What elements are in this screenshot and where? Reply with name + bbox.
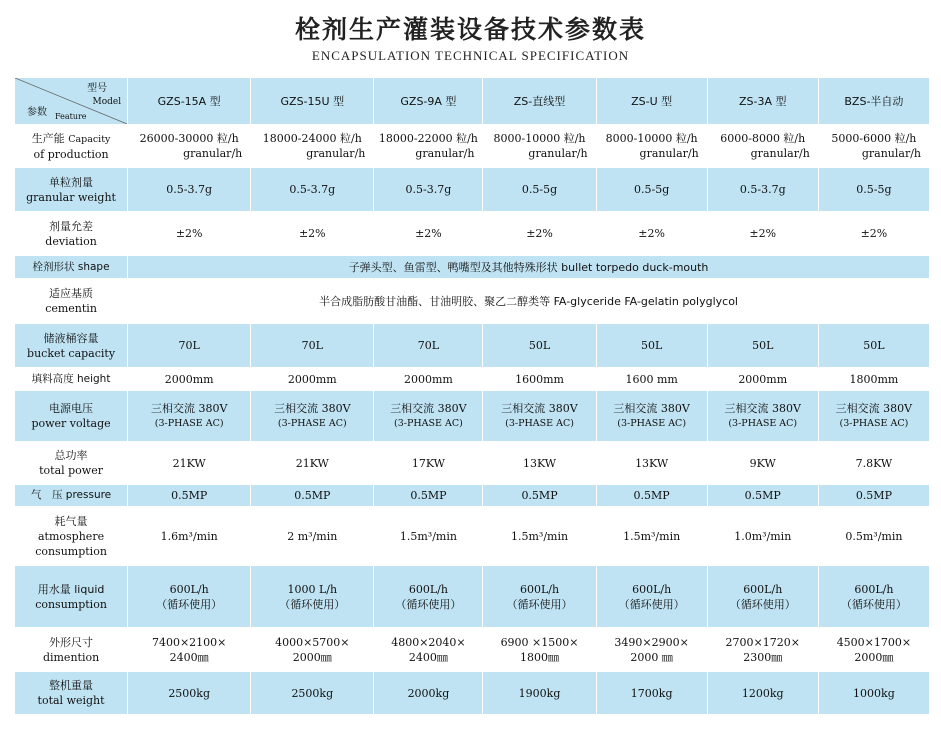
value-cell: 0.5MP <box>708 485 818 506</box>
liquid-value: 600L/h <box>854 582 894 596</box>
voltage-phase: (3-PHASE AC) <box>617 418 687 429</box>
label-power-voltage <box>15 391 127 441</box>
label-bucket-en: bucket capacity <box>27 346 116 360</box>
value-cell: 70L <box>374 324 482 367</box>
dimension-height: 2400㎜ <box>408 650 448 664</box>
label-capacity-en2: of production <box>33 147 109 161</box>
value-cell <box>819 566 929 627</box>
value-cell <box>819 391 929 441</box>
label-liquid-cn: 用水量 liquid <box>37 582 105 596</box>
row-liquid-consumption <box>15 566 929 627</box>
capacity-unit: granular/h <box>639 147 699 160</box>
label-liquid-en: consumption <box>35 597 107 611</box>
value-cell <box>128 566 250 627</box>
value-cell <box>597 628 707 671</box>
value-cell <box>128 125 250 167</box>
value-cell: ±2% <box>128 212 250 255</box>
value-cell: 50L <box>483 324 595 367</box>
row-height <box>15 368 929 390</box>
dimension-value: 3490×2900× <box>614 635 689 649</box>
label-dimension <box>15 628 127 671</box>
value-cell: 2000kg <box>374 672 482 714</box>
liquid-note: （循环使用） <box>729 597 796 611</box>
value-cell: 1600mm <box>483 368 595 390</box>
row-pressure <box>15 485 929 506</box>
dimension-value: 7400×2100× <box>151 635 227 649</box>
value-cell: ±2% <box>374 212 482 255</box>
label-granular-weight <box>15 168 127 211</box>
dimension-value: 2700×1720× <box>725 635 800 649</box>
dimension-height: 2000㎜ <box>292 650 332 664</box>
value-cell: 2000mm <box>128 368 250 390</box>
label-cementin-en: cementin <box>45 302 97 315</box>
voltage-value: 三相交流 380V <box>390 402 467 415</box>
value-cell: 1200kg <box>708 672 818 714</box>
value-cell: ±2% <box>483 212 595 255</box>
dimension-value: 4800×2040× <box>391 635 466 649</box>
liquid-value: 600L/h <box>632 582 672 596</box>
row-deviation <box>15 212 929 255</box>
liquid-note: （循环使用） <box>506 597 573 611</box>
voltage-value: 三相交流 380V <box>835 402 913 415</box>
header-param-en: Feature <box>55 112 87 121</box>
value-cell: 21KW <box>251 442 373 484</box>
dimension-height: 2000 ㎜ <box>630 650 673 664</box>
liquid-value: 600L/h <box>519 582 560 596</box>
value-cell: 1900kg <box>483 672 595 714</box>
value-cell <box>483 566 595 627</box>
value-cell: 0.5MP <box>251 485 373 506</box>
value-cell: 0.5-5g <box>819 168 929 211</box>
capacity-value: 6000-8000 粒/h <box>720 132 806 145</box>
value-cell: 0.5MP <box>128 485 250 506</box>
label-power-en: total power <box>39 464 103 477</box>
model-zs-3a: ZS-3A 型 <box>708 78 818 124</box>
value-cell: 1.0m³/min <box>708 507 818 565</box>
value-cell: 0.5MP <box>819 485 929 506</box>
value-cell: 21KW <box>128 442 250 484</box>
value-cell: 0.5-5g <box>597 168 707 211</box>
value-cell: 50L <box>708 324 818 367</box>
label-deviation <box>15 212 127 255</box>
voltage-phase: (3-PHASE AC) <box>728 418 798 429</box>
value-cell <box>708 391 818 441</box>
liquid-value: 600L/h <box>169 582 209 596</box>
liquid-value: 600L/h <box>743 582 783 596</box>
value-cell <box>128 391 250 441</box>
liquid-note: （循环使用） <box>618 597 685 611</box>
model-bzs-semi: BZS-半自动 <box>819 78 929 124</box>
model-zs-u: ZS-U 型 <box>597 78 707 124</box>
label-deviation-en: deviation <box>45 234 97 248</box>
label-dimension-cn: 外形尺寸 <box>49 635 94 649</box>
model-zs-linear: ZS-直线型 <box>483 78 595 124</box>
value-cell <box>374 566 482 627</box>
voltage-value: 三相交流 380V <box>150 402 228 415</box>
label-pressure: 气 压 pressure <box>15 485 127 506</box>
value-cell: 1.5m³/min <box>597 507 707 565</box>
dimension-value: 6900 ×1500× <box>500 635 579 649</box>
value-cell: 17KW <box>374 442 482 484</box>
value-cell <box>374 125 482 167</box>
voltage-phase: (3-PHASE AC) <box>505 418 574 429</box>
label-liquid-consumption <box>15 566 127 627</box>
value-cell <box>251 566 373 627</box>
label-atmosphere-cn: 耗气量 <box>54 514 88 528</box>
value-cell: 0.5m³/min <box>819 507 929 565</box>
value-cell: 2500kg <box>251 672 373 714</box>
liquid-note: （循环使用） <box>156 597 223 611</box>
label-height: 填料高度 height <box>15 368 127 390</box>
value-cell <box>374 628 482 671</box>
capacity-unit: granular/h <box>415 147 475 160</box>
value-cell: 13KW <box>597 442 707 484</box>
value-cell: 0.5-3.7g <box>128 168 250 211</box>
value-cell: 9KW <box>708 442 818 484</box>
model-gzs-15a: GZS-15A 型 <box>128 78 250 124</box>
model-gzs-15u: GZS-15U 型 <box>251 78 373 124</box>
header-row <box>15 78 929 124</box>
label-atmosphere-en1: atmosphere <box>38 529 105 543</box>
label-cementin <box>15 279 127 323</box>
value-cell: 0.5MP <box>483 485 595 506</box>
value-cell <box>708 566 818 627</box>
value-cell: 70L <box>128 324 250 367</box>
voltage-value: 三相交流 380V <box>613 402 690 415</box>
voltage-phase: (3-PHASE AC) <box>394 418 463 429</box>
value-cell: 1700kg <box>597 672 707 714</box>
label-total-power <box>15 442 127 484</box>
label-voltage-cn: 电源电压 <box>49 402 94 415</box>
value-cell <box>128 628 250 671</box>
value-cell <box>819 125 929 167</box>
label-weight-cn: 单粒剂量 <box>49 175 94 189</box>
value-cell <box>708 125 818 167</box>
value-cell: 1.6m³/min <box>128 507 250 565</box>
value-cell: 0.5MP <box>597 485 707 506</box>
value-cell: ±2% <box>819 212 929 255</box>
row-power-voltage <box>15 391 929 441</box>
row-granular-weight <box>15 168 929 211</box>
dimension-height: 2400㎜ <box>169 650 209 664</box>
row-total-weight <box>15 672 929 714</box>
header-model-cn: 型号 <box>87 83 108 94</box>
capacity-value: 26000-30000 粒/h <box>139 132 239 145</box>
value-cell: 2000mm <box>708 368 818 390</box>
label-weight-en: granular weight <box>26 190 116 204</box>
value-cell <box>597 125 707 167</box>
dimension-height: 2300㎜ <box>743 650 783 664</box>
capacity-unit: granular/h <box>528 147 588 160</box>
voltage-phase: (3-PHASE AC) <box>154 418 224 429</box>
capacity-value: 8000-10000 粒/h <box>605 132 698 145</box>
cementin-value: 半合成脂肪酸甘油酯、甘油明胶、聚乙二醇类等 FA-glyceride FA-gelatin polyglycol <box>128 279 929 323</box>
liquid-note: （循环使用） <box>279 597 346 611</box>
value-cell <box>483 125 595 167</box>
label-atmosphere-en2: consumption <box>35 544 107 558</box>
value-cell: ±2% <box>597 212 707 255</box>
value-cell: ±2% <box>251 212 373 255</box>
label-deviation-cn: 剂量允差 <box>49 219 94 233</box>
liquid-value: 1000 L/h <box>287 582 338 596</box>
label-bucket-cn: 储液桶容量 <box>43 331 99 345</box>
value-cell: 2000mm <box>251 368 373 390</box>
label-cementin-cn: 适应基质 <box>49 287 94 300</box>
voltage-value: 三相交流 380V <box>274 402 351 415</box>
voltage-value: 三相交流 380V <box>724 402 801 415</box>
value-cell <box>597 566 707 627</box>
value-cell <box>374 391 482 441</box>
value-cell: 13KW <box>483 442 595 484</box>
value-cell: 2 m³/min <box>251 507 373 565</box>
value-cell <box>483 628 595 671</box>
capacity-value: 18000-22000 粒/h <box>378 132 478 145</box>
value-cell: 50L <box>597 324 707 367</box>
value-cell <box>483 391 595 441</box>
value-cell: 70L <box>251 324 373 367</box>
label-power-cn: 总功率 <box>54 449 88 462</box>
row-total-power <box>15 442 929 484</box>
value-cell <box>597 391 707 441</box>
page-title: 栓剂生产灌装设备技术参数表 <box>294 15 646 44</box>
label-total-weight-cn: 整机重量 <box>49 679 94 692</box>
capacity-unit: granular/h <box>750 147 810 160</box>
row-bucket-capacity <box>15 324 929 367</box>
value-cell: 50L <box>819 324 929 367</box>
value-cell: ±2% <box>708 212 818 255</box>
row-capacity <box>15 125 929 167</box>
value-cell: 7.8KW <box>819 442 929 484</box>
label-atmosphere <box>15 507 127 565</box>
header-model-en: Model <box>92 97 122 107</box>
value-cell: 1600 mm <box>597 368 707 390</box>
page-subtitle: ENCAPSULATION TECHNICAL SPECIFICATION <box>311 48 630 63</box>
liquid-note: （循环使用） <box>840 597 907 611</box>
value-cell: 1800mm <box>819 368 929 390</box>
value-cell <box>251 628 373 671</box>
value-cell <box>819 628 929 671</box>
row-cementin <box>15 279 929 323</box>
label-total-weight <box>15 672 127 714</box>
label-capacity-cn: 生产能 <box>31 131 65 145</box>
header-param-cn: 参数 <box>27 107 47 118</box>
model-gzs-9a: GZS-9A 型 <box>374 78 482 124</box>
dimension-value: 4500×1700× <box>836 635 912 649</box>
label-voltage-en: power voltage <box>31 417 111 430</box>
label-shape: 栓剂形状 shape <box>15 256 127 278</box>
liquid-note: （循环使用） <box>395 597 462 611</box>
row-dimension <box>15 628 929 671</box>
voltage-value: 三相交流 380V <box>501 402 578 415</box>
capacity-unit: granular/h <box>183 147 243 160</box>
value-cell: 2000mm <box>374 368 482 390</box>
voltage-phase: (3-PHASE AC) <box>839 418 909 429</box>
row-shape <box>15 256 929 278</box>
label-total-weight-en: total weight <box>37 694 105 707</box>
value-cell: 2500kg <box>128 672 250 714</box>
capacity-value: 5000-6000 粒/h <box>831 132 917 145</box>
capacity-value: 18000-24000 粒/h <box>262 132 362 145</box>
capacity-unit: granular/h <box>861 147 921 160</box>
value-cell: 0.5-5g <box>483 168 595 211</box>
value-cell: 0.5-3.7g <box>251 168 373 211</box>
voltage-phase: (3-PHASE AC) <box>277 418 347 429</box>
value-cell: 0.5-3.7g <box>374 168 482 211</box>
header-corner-cell <box>15 78 127 124</box>
label-capacity <box>15 125 127 167</box>
spec-table <box>14 77 930 715</box>
liquid-value: 600L/h <box>408 582 448 596</box>
shape-value: 子弹头型、鱼雷型、鸭嘴型及其他特殊形状 bullet torpedo duck-mouth <box>128 256 929 278</box>
value-cell: 1000kg <box>819 672 929 714</box>
label-dimension-en: dimention <box>42 650 100 664</box>
value-cell: 1.5m³/min <box>374 507 482 565</box>
value-cell <box>708 628 818 671</box>
label-capacity-en1: Capacity <box>68 133 111 145</box>
dimension-height: 2000㎜ <box>854 650 894 664</box>
dimension-height: 1800㎜ <box>520 650 560 664</box>
capacity-value: 8000-10000 粒/h <box>493 132 586 145</box>
dimension-value: 4000×5700× <box>275 635 350 649</box>
value-cell: 0.5-3.7g <box>708 168 818 211</box>
value-cell: 0.5MP <box>374 485 482 506</box>
capacity-unit: granular/h <box>306 147 366 160</box>
value-cell <box>251 391 373 441</box>
row-atmosphere <box>15 507 929 565</box>
value-cell: 1.5m³/min <box>483 507 595 565</box>
label-bucket-capacity <box>15 324 127 367</box>
value-cell <box>251 125 373 167</box>
